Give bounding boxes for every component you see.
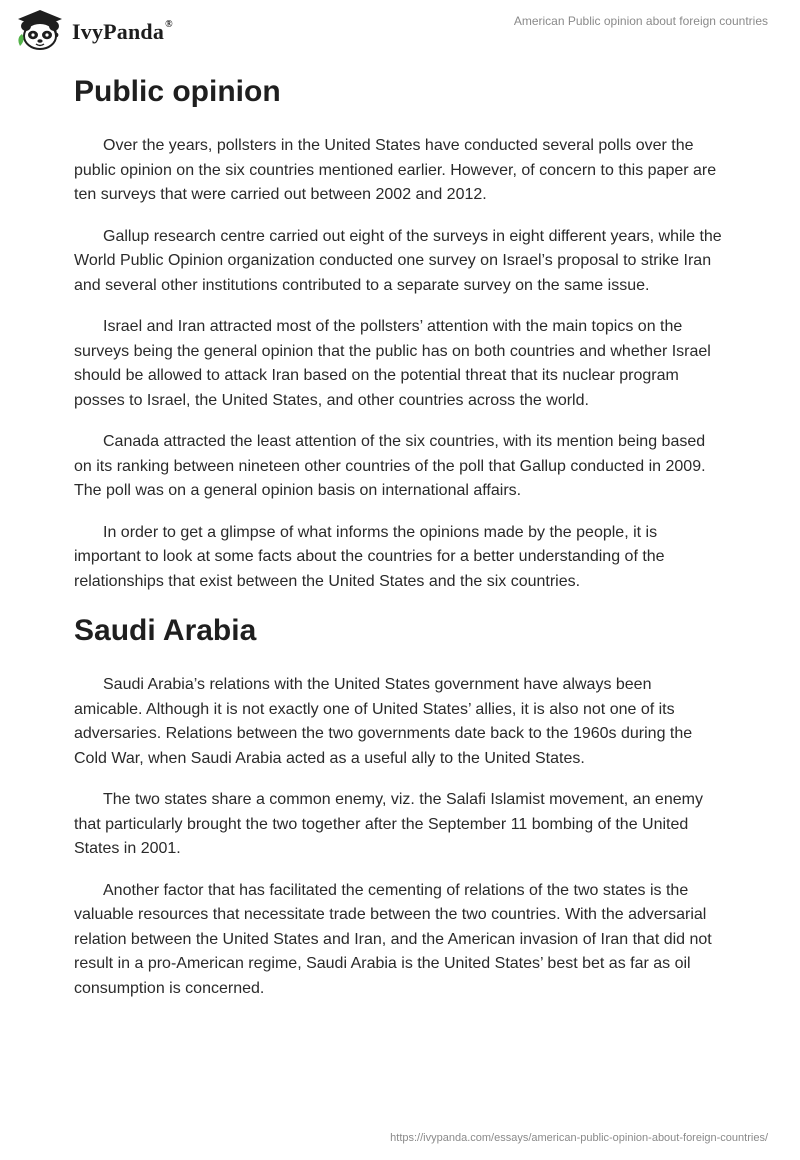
page-header: [0, 0, 800, 60]
registered-mark: ®: [165, 18, 173, 30]
paragraph: Over the years, pollsters in the United States have conducted several polls over the public opinion on the six countries mentioned earlier. However, of concern to this paper are ten surveys that were carried out between 2002 and 2012.: [74, 137, 717, 203]
brand-name: IvyPanda®: [72, 18, 173, 44]
paragraph: Israel and Iran attracted most of the pollsters’ attention with the main topics on the surveys being the general opinion that the public has on both countries and whether Israel should be allowed to attack Iran based on the potential threat that its nuclear program posses to Israel, the United States, and other countries across the world.: [74, 318, 711, 409]
source-url-link[interactable]: https://ivypanda.com/essays/american-public-opinion-about-foreign-countries/: [390, 1132, 768, 1144]
document-title: American Public opinion about foreign countries: [513, 14, 768, 28]
paragraph: In order to get a glimpse of what informs the opinions made by the people, it is important to look at some facts about the countries for a better understanding of the relationships that exist between the United States and the six countries.: [74, 523, 665, 590]
paragraph: The two states share a common enemy, viz. the Salafi Islamist movement, an enemy that particularly brought the two together after the September 11 bombing of the United States in 2001.: [74, 791, 703, 857]
panda-graduation-cap-icon: [14, 8, 66, 50]
paragraph: Canada attracted the least attention of the six countries, with its mention being based on its ranking between nineteen other countries of the poll that Gallup conducted in 2009. The poll was on a general opinion basis on international affairs.: [74, 433, 706, 499]
paragraph: Gallup research centre carried out eight of the surveys in eight different years, while the World Public Opinion organization conducted one survey on Israel’s proposal to strike Iran and several other institutions contributed to a separate survey on the same issue.: [74, 227, 722, 294]
section-heading-public-opinion: Public opinion: [74, 75, 281, 108]
brand-logo[interactable]: [14, 8, 173, 50]
essay-content: [74, 70, 724, 1018]
section-heading-saudi-arabia: Saudi Arabia: [74, 614, 257, 647]
paragraph: Saudi Arabia’s relations with the United States government have always been amicable. Although it is not exactly one of United States’ allies, it is also not one of its adversaries. Relations between the two governments date back to the 1960s during the Cold War, when Saudi Arabia acted as a useful ally to the United States.: [74, 676, 693, 767]
paragraph: Another factor that has facilitated the cementing of relations of the two states is the valuable resources that necessitate trade between the two countries. With the adversarial relation between the United States and Iran, and the American invasion of Iran that did not result in a pro-American regime, Saudi Arabia is the United States’ best bet as far as oil consumption is concerned.: [74, 881, 712, 997]
